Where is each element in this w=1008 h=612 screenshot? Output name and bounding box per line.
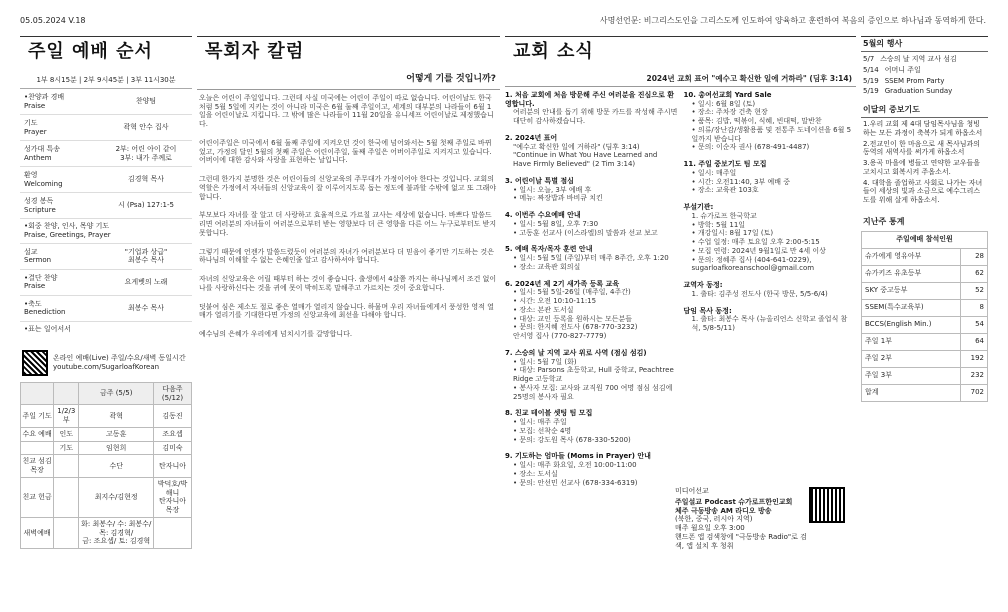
- order-label: •결단 찬양 Praise: [24, 273, 58, 291]
- online-worship[interactable]: [20, 350, 192, 376]
- order-label: •축도 Benediction: [24, 299, 66, 317]
- table-header-cell: 다음주 (5/12): [154, 382, 192, 405]
- news-detail: • 일시: 5월 5일-26일 (매주일, 4주간) • 시간: 오전 10:10-11:15 • 장소: 본관 도서실 • 대상: 교인 등록을 원하시는 모든분들 • 문의: 한지혜 전도사 (678-770-3232) 안서영 집사 (770-827-7779): [513, 288, 638, 341]
- news-heading: 1. 처음 교회에 처음 방문해 주신 여러분을 진심으로 환영합니다.: [505, 90, 675, 108]
- table-row: [21, 427, 192, 441]
- attendance-count: 28: [960, 248, 987, 265]
- event-date: 5/7: [863, 55, 875, 63]
- news-item: [505, 211, 678, 237]
- attendance-table: [861, 231, 988, 402]
- attendance-row: [862, 350, 988, 367]
- column-paragraph: 부모보다 자녀를 잘 알고 더 사랑하고 효율적으로 가르칠 교사는 세상에 없습니다. 바쁘다 말씀드리면 여러분의 자녀들이 여러분으로부터 받는 영향보다 더 큰 영향을 다른 어느 누구로부터도 받지 못합니다.: [199, 211, 497, 237]
- attendance-row: [862, 265, 988, 282]
- event-row: [861, 76, 988, 87]
- table-cell: 새벽예배: [21, 517, 54, 548]
- table-row: [21, 517, 192, 548]
- attendance-row: [862, 282, 988, 299]
- prayer-item: 3.용곡 마을에 병들고 연약한 교우들을 고치시고 회복시켜 주옵소서.: [863, 159, 981, 176]
- table-cell: 김동진: [154, 405, 192, 428]
- order-value: 요게벳의 노래: [124, 277, 168, 286]
- attendance-count: 52: [960, 282, 987, 299]
- attendance-count: 232: [960, 367, 987, 384]
- news-detail: • 일시: 5월 5일 (주일)부터 매주 8주간, 오후 1:20 • 장소: 교육관 회의실: [513, 254, 669, 271]
- news-item: [684, 307, 857, 333]
- attendance-label: SKY 중고등부: [862, 282, 961, 299]
- attendance-header: 주일예배 참석인원: [862, 231, 988, 248]
- table-cell: 탄자니아: [154, 455, 192, 478]
- news-detail: • 일시: 매주 주일 • 모집: 선착순 4명 • 문의: 강도원 목사 (678-330-5200): [513, 418, 631, 444]
- prayer-item: 2.전교인이 한 마음으로 새 목사님과의 동역의 새역사를 써가게 하옵소서: [863, 139, 981, 157]
- table-cell: 박덕호/박해니 탄자니아 목장: [154, 477, 192, 517]
- news-detail: "예수고 확신한 일에 거하라" (딤후 3:14) "Continue in What You Have Learned and Have Firmly Believed" (2 Tim 3:14): [513, 142, 658, 169]
- attendance-count: 192: [960, 350, 987, 367]
- news-heading: 4. 이번주 수요예배 안내: [505, 211, 581, 220]
- order-value: 2부: 어린 아이 같이 3부: 내가 주께로: [115, 145, 177, 162]
- table-row: [21, 477, 192, 517]
- news-detail: • 일시: 매주일 • 시간: 오전11:40, 3부 예배 중 • 장소: 교육관 103호: [691, 168, 791, 195]
- column-paragraph: 예수님의 은혜가 우리에게 넘치시기를 갈망합니다.: [199, 330, 353, 338]
- podcast-line: 주일설교 Podcast 슈가로프한인교회: [675, 497, 793, 506]
- table-row: [21, 455, 192, 478]
- news-item: [684, 160, 857, 195]
- table-header-row: [21, 382, 192, 405]
- attendance-count: 54: [960, 316, 987, 333]
- pastor-column-title: 목회자 칼럼: [205, 41, 305, 62]
- attendance-label: 합계: [862, 384, 961, 401]
- table-cell: 기도: [54, 441, 79, 455]
- radio-line: 체주 극동방송 AM 라디오 방송: [675, 506, 772, 515]
- attendance-count: 64: [960, 333, 987, 350]
- attendance-count: 702: [960, 384, 987, 401]
- table-cell: [21, 441, 54, 455]
- column-paragraph: 덧붙여 심은 제소도 절로 좋은 열매가 열리지 않습니다. 하물며 우리 자녀들에게서 풍성한 영적 열매가 열리기를 기대한다면 가정의 신앙교육에 최선을 다해야 합니다.: [199, 302, 494, 320]
- table-cell: 인도: [54, 427, 79, 441]
- news-item: [505, 245, 678, 271]
- order-label: 성경 봉독 Scripture: [24, 197, 56, 214]
- prayer-list: [861, 117, 988, 209]
- order-row: [20, 89, 192, 115]
- qr-code-icon: [22, 350, 48, 376]
- news-heading: 8. 친교 테이블 셋팅 팀 모집: [505, 409, 593, 418]
- pastor-column: [197, 36, 500, 596]
- news-item: [505, 134, 678, 169]
- media-label: 미디어선교: [675, 487, 709, 495]
- sidebar-column: [861, 36, 988, 596]
- news-left: [505, 91, 678, 496]
- congregational-praise: •회중 찬양, 인사, 목양 기도 Praise, Greetings, Prayer: [20, 219, 192, 244]
- attendance-label: SSEM(특수교육부): [862, 299, 961, 316]
- worship-order-title: 주일 예배 순서: [28, 41, 153, 62]
- attendance-row: [862, 367, 988, 384]
- news-item: [684, 203, 857, 273]
- column-body: [197, 89, 500, 353]
- news-item: [505, 349, 678, 402]
- table-cell: 조요셉: [154, 427, 192, 441]
- service-times: 1부 8시15분 | 2부 9시45분 | 3부 11시30분: [20, 76, 192, 90]
- church-motto: 2024년 교회 표어 "예수고 확신한 일에 거하라" (딤후 3:14): [505, 68, 856, 87]
- news-heading: 6. 2024년 제 2기 새가족 등록 교육: [505, 279, 620, 288]
- events-list: [861, 51, 988, 97]
- table-cell: 친교 헌금: [21, 477, 54, 517]
- table-cell: 화: 최봉수/ 수: 최봉수/ 목: 김경혁/ 금: 조요셉/ 토: 김경혁: [79, 517, 154, 548]
- table-cell: 1/2/3부: [54, 405, 79, 428]
- online-worship-text: 온라인 예배(Live) 주일/수요/새벽 동일시간 youtube.com/SugarloafKorean: [53, 354, 186, 371]
- news-item: [505, 280, 678, 341]
- event-name: 어머니 주일: [884, 65, 921, 74]
- news-heading: 9. 기도하는 엄마들 (Moms in Prayer) 안내: [505, 452, 651, 461]
- news-detail: • 일시: 오늘, 3부 예배 후 • 메뉴: 짜장밥과 바비큐 치킨: [513, 185, 603, 203]
- news-item: [684, 91, 857, 152]
- order-row: [20, 193, 192, 219]
- column-paragraph: 자녀의 신앙교육은 어릴 때부터 하는 것이 좋습니다. 출생에서 4살쯤 까지는 하나님께서 조건 없이 나를 사랑하신다는 것을 귀에 못이 박히도록 말해주고 가르치는 것이 중요합니다.: [199, 275, 497, 292]
- order-value: 곽혁 안수 집사: [123, 123, 169, 132]
- news-heading: 교역자 동정:: [683, 281, 723, 290]
- order-value: 최봉수 목사: [127, 303, 165, 312]
- attendance-count: 62: [960, 265, 987, 282]
- stand-note: •표는 일어서서: [24, 324, 71, 333]
- event-date: 5/14: [863, 65, 879, 74]
- event-row: [861, 86, 988, 97]
- order-row: [20, 244, 192, 270]
- radio-detail: (북한, 중국, 러시아 지역) 매주 월요일 오후 3:00 핸드폰 앱 검색창에 "극동방송 Radio"로 검색, 앱 설치 후 청취: [675, 515, 807, 550]
- attendance-row: [862, 333, 988, 350]
- news-detail: 1. 출타: 최봉수 목사 (뉴올리언스 신학교 졸업식 참석, 5/8-5/11): [691, 315, 848, 333]
- table-cell: 수단: [79, 455, 154, 478]
- column-paragraph: 어린이주일은 미국에서 6월 둘째 주일에 지켜오던 것이 한국에 넘어와서는 5월 첫째 주일로 바뀌었고, 가정의 달인 5월의 첫째 주일은 어린이주일, 둘째 주일은 어버이주일로 지켜지고 있습니다. 어버이에 대한 감사와 사랑을 표현하는 날입니다.: [199, 138, 492, 165]
- order-value: 김경혁 목사: [127, 175, 165, 184]
- event-row: [861, 54, 988, 65]
- attendance-row: [862, 316, 988, 333]
- news-heading: 부설기관:: [683, 203, 714, 212]
- attendance-label: 주일 3부: [862, 367, 961, 384]
- news-heading: 3. 어린이날 특별 점심: [505, 176, 574, 185]
- table-cell: [154, 517, 192, 548]
- stats-title: 지난주 통계: [863, 216, 905, 226]
- order-value: 시 (Psa) 127:1-5: [118, 201, 174, 210]
- service-roster-table: [20, 382, 192, 549]
- table-cell: 최지수/김현정: [79, 477, 154, 517]
- event-name: 스승의 날 지역 교사 섬김: [880, 55, 957, 63]
- order-value: 찬양팀: [135, 97, 157, 106]
- news-detail: 1. 출타: 김주성 전도사 (한국 방문, 5/5-6/4): [691, 289, 828, 298]
- prayer-item: 1.우리 교회 제 4대 담임목사님을 청빙하는 모든 과정이 축복가 되게 하옵소서: [863, 120, 983, 137]
- order-label: 기도 Prayer: [24, 119, 47, 136]
- attendance-count: 8: [960, 299, 987, 316]
- order-row: [20, 270, 192, 296]
- news-detail: 여러분의 안내를 돕기 위해 방문 카드를 작성해 주시면 대단히 감사하겠습니다.: [513, 108, 678, 126]
- table-cell: 친교 섬김 목장: [21, 455, 54, 478]
- news-item: [505, 177, 678, 203]
- event-row: [861, 65, 988, 76]
- news-item: [684, 281, 857, 299]
- news-detail: • 일시: 5월 8일, 오후 7:30 • 고동훈 선교사 (이스라엘)의 말씀과 선교 보고: [513, 219, 658, 237]
- table-cell: [54, 477, 79, 517]
- mission-statement: 사명선언문: 비그리스도인을 그리스도께 인도하여 양육하고 훈련하여 복음의 증인으로 하나님과 동역하게 한다.: [599, 16, 986, 25]
- table-cell: 주일 기도: [21, 405, 54, 428]
- prayer-title: 이달의 중보기도: [863, 105, 920, 114]
- news-heading: 5. 예배 목자/목자 훈련 안내: [505, 245, 593, 254]
- news-heading: 11. 주일 중보기도 팀 모집: [683, 160, 767, 169]
- order-label: •찬양과 경배 Praise: [24, 93, 65, 110]
- attendance-label: 슈가에게 영유아부: [862, 248, 961, 265]
- news-heading: 10. 총여선교회 Yard Sale: [683, 90, 772, 99]
- column-paragraph: 오늘은 어린이 주일입니다. 그런데 사실 미국에는 어린이 주일이 따로 없습니다. 어린이날도 한국처럼 5월 5일에 지키는 것이 아니라 미국은 6월 둘째 주일이고, 세계의 대부분의 나라들이 6월 1일을 어린이날로 지킵니다. 그 밖에 많은 나라들이 11월 20일을 유니세프 어린이날로 제정했습니다.: [199, 93, 494, 128]
- order-label: 설교 Sermon: [24, 247, 52, 265]
- table-cell: 수요 예배: [21, 427, 54, 441]
- attendance-label: 슈가키즈 유초등부: [862, 265, 961, 282]
- order-row: [20, 115, 192, 141]
- bulletin-date: 05.05.2024 V.18: [20, 16, 86, 25]
- event-name: SSEM Prom Party: [884, 76, 945, 85]
- table-row: [21, 441, 192, 455]
- attendance-label: BCCS(English Min.): [862, 316, 961, 333]
- order-list: [20, 89, 192, 219]
- news-item: [505, 452, 678, 487]
- media-mission: [675, 487, 847, 550]
- table-cell: [54, 517, 79, 548]
- event-name: Graduation Sunday: [884, 87, 953, 96]
- order-label: 성가대 특송 Anthem: [24, 145, 61, 162]
- table-cell: 김미숙: [154, 441, 192, 455]
- news-heading: 담임 목사 동정:: [683, 306, 732, 315]
- news-heading: 7. 스승의 날 지역 교사 위로 사역 (점심 섬김): [505, 348, 647, 357]
- news-detail: • 일시: 6월 8일 (토) • 장소: 주차장 건축 현장 • 품목: 김밥, 떡볶이, 식혜, 빈대떡, 말반찬 • 의류/장난감/생활용품 및 전통주 도네이션을 6월 5일까지 받습니다 • 문의: 이순자 권사 (678-491-4487): [691, 99, 852, 152]
- attendance-header-row: [862, 231, 988, 248]
- order-label: 환영 Welcoming: [24, 171, 63, 188]
- order-list-2: [20, 244, 192, 322]
- column-headline: 어떻게 기를 것입니까?: [406, 73, 496, 84]
- prayer-item: 4. 대학을 졸업하고 사회로 나가는 자녀들이 세상의 빛과 소금으로 예수그리스도를 위해 살게 하옵소서.: [863, 178, 983, 204]
- column-paragraph: 그렇기 때문에 언젠가 말씀드렸듯이 여러분의 자녀가 여러분보다 더 믿음이 좋기만 기도하는 것은 하나님의 이해할 수 없는 은혜인줄 알고 감사하셔야 합니다.: [199, 247, 494, 265]
- table-cell: 곽혁: [79, 405, 154, 428]
- worship-order-column: [20, 36, 192, 596]
- order-row: [20, 296, 192, 322]
- column-paragraph: 그런데 한가지 분명한 것은 어린이들의 신앙교육의 주무대가 가정이어야 한다는 것입니다. 교회의 역할은 가정에서 자녀들의 신앙교육이 잘 이루어지도록 돕는 정도에 불과할 수밖에 없고 또 그래야 합니다.: [199, 175, 497, 201]
- table-cell: 임현희: [79, 441, 154, 455]
- church-news-title: 교회 소식: [513, 41, 594, 62]
- news-heading: 2. 2024년 표어: [505, 133, 558, 142]
- news-right: [684, 91, 857, 496]
- attendance-row: [862, 248, 988, 265]
- church-news-column: [505, 36, 856, 596]
- order-value: "기업과 상급" 최봉수 목사: [124, 247, 168, 265]
- podcast-qr-icon[interactable]: [809, 487, 845, 523]
- news-item: [505, 91, 678, 126]
- order-row: [20, 167, 192, 193]
- event-date: 5/19: [863, 76, 879, 85]
- events-title: 5월의 행사: [863, 39, 903, 48]
- table-cell: 고동훈: [79, 427, 154, 441]
- page-header: [0, 0, 1008, 34]
- news-detail: 1. 슈가로프 한국학교 • 방학: 5월 11일 • 개강일시: 8월 17일 (토) • 수업 일정: 매주 토요일 오후 2:00-5:15 • 모집 연령: 2024년 9월1일로 만 4세 이상 • 문의: 정혜주 집사 (404-641-0229), sugarloafkoreanschool@gmail.com: [691, 211, 826, 273]
- order-row: [20, 141, 192, 167]
- event-date: 5/19: [863, 87, 879, 96]
- table-header-cell: [54, 382, 79, 405]
- news-detail: • 일시: 5월 7일 (화) • 대상: Parsons 초등학교, Hull 중학교, Peachtree Ridge 고등학교 • 봉사자 모집: 교사와 교직원 700 여명 점심 섬김에 25명의 봉사자 필요: [513, 357, 674, 401]
- news-detail: • 일시: 매주 화요일, 오전 10:00-11:00 • 장소: 도서실 • 문의: 안선민 선교사 (678-334-6319): [513, 461, 638, 487]
- table-header-cell: 금주 (5/5): [79, 382, 154, 405]
- attendance-label: 주일 1부: [862, 333, 961, 350]
- table-cell: [54, 455, 79, 478]
- attendance-row: [862, 384, 988, 401]
- attendance-row: [862, 299, 988, 316]
- table-header-cell: [21, 382, 54, 405]
- news-item: [505, 409, 678, 444]
- attendance-label: 주일 2부: [862, 350, 961, 367]
- table-row: [21, 405, 192, 428]
